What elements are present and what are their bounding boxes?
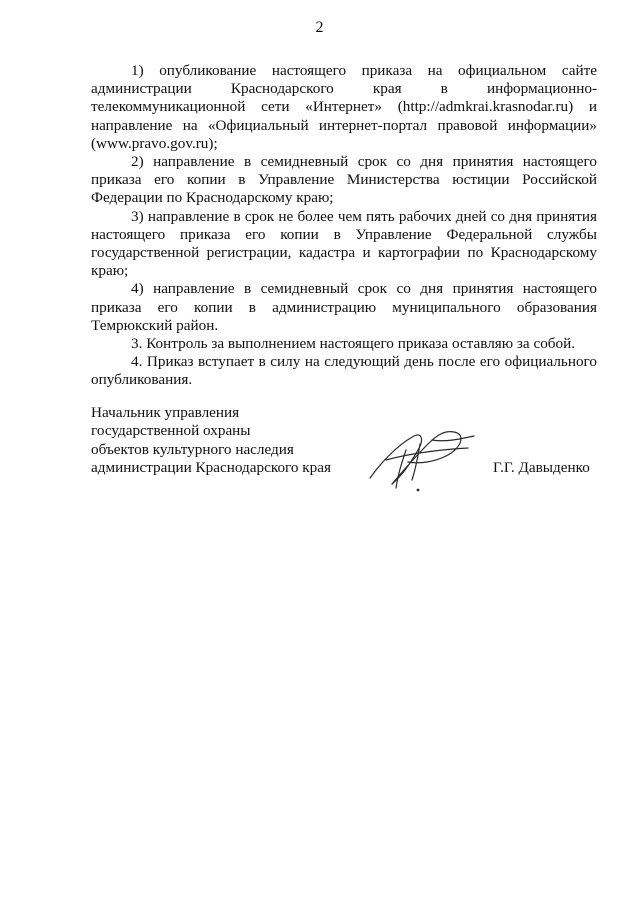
paragraph-publication: 1) опубликование настоящего приказа на официальном сайте администрации Краснодарского края в информационно-телекоммуникационной сети «Интернет» (http://admkrai.krasnodar.ru) и направление на «Официальный интернет-портал правовой информации» (www.pravo.gov.ru); (91, 62, 597, 152)
paragraph-rosreestr: 3) направление в срок не более чем пять рабочих дней со дня принятия настоящего приказа его копии в Управление Федеральной службы государственной регистрации, кадастра и картографии по Краснодарскому краю; (91, 207, 597, 280)
position-line: администрации Краснодарского края (91, 459, 331, 477)
page-number: 2 (315, 19, 324, 36)
signatory-position (91, 404, 351, 478)
position-line: Начальник управления (91, 404, 240, 421)
document-body (91, 62, 597, 390)
signatory-name: Г.Г. Давыденко (493, 459, 590, 476)
paragraph-ministry-of-justice: 2) направление в семидневный срок со дня принятия настоящего приказа его копии в Управление Министерства юстиции Российской Федерации по Краснодарскому краю; (91, 153, 597, 207)
position-line: государственной охраны (91, 422, 251, 440)
position-line: объектов культурного наследия (91, 440, 294, 458)
handwritten-signature (362, 420, 482, 495)
paragraph-entry-into-force: 4. Приказ вступает в силу на следующий день после его официального опубликования. (91, 353, 597, 389)
paragraph-control: 3. Контроль за выполнением настоящего приказа оставляю за собой. (131, 335, 576, 353)
paragraph-temryuk-administration: 4) направление в семидневный срок со дня принятия настоящего приказа его копии в администрацию муниципального образования Темрюкский район. (91, 280, 597, 334)
